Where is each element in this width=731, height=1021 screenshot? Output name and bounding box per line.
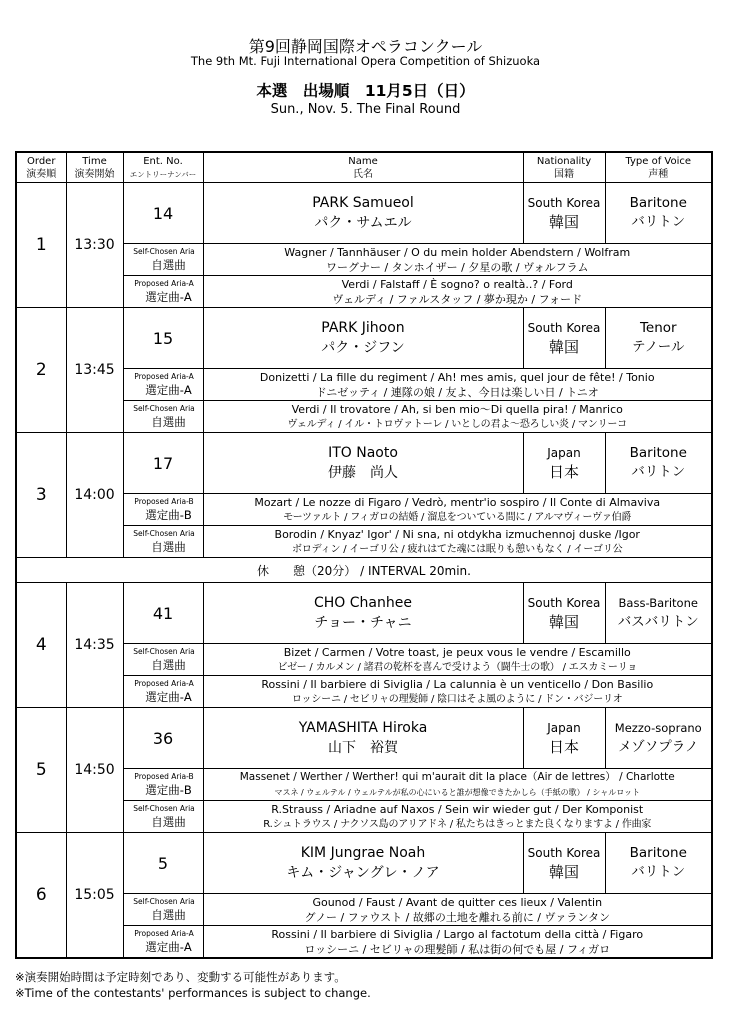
aria-detail: Verdi / Falstaff / È sogno? o realtà..? / Ford ヴェルディ / ファルスタッフ / 夢か現か / フォード (203, 276, 712, 308)
aria-detail: Bizet / Carmen / Votre toast, je peux vous le vendre / Escamillo ビゼー / カルメン / 諸君の乾杯を喜んで受けよう（闘牛士の歌） / エスカミーリョ (203, 644, 712, 676)
entry-number: 5 (123, 833, 203, 894)
voice-type: Mezzo-soprano メゾソプラノ (605, 708, 712, 769)
aria-category: Proposed Aria-A 選定曲-A (123, 926, 203, 959)
col-time: Time 演奏開始 (66, 152, 123, 183)
voice-type: Baritone バリトン (605, 433, 712, 494)
order-cell: 6 (16, 833, 66, 959)
voice-type: Baritone バリトン (605, 833, 712, 894)
order-cell: 4 (16, 583, 66, 708)
title-jp: 第9回静岡国際オペラコンクール (248, 37, 483, 56)
voice-type: Bass-Baritone バスバリトン (605, 583, 712, 644)
aria-detail: Verdi / Il trovatore / Ah, si ben mio～Di quella pira! / Manrico ヴェルディ / イル・トロヴァトーレ / いとしの君よ～恐ろしい炎 / マンリーコ (203, 401, 712, 433)
contestant-name: PARK Samueol パク・サムエル (203, 183, 523, 244)
interval-label: 休 憩（20分） / INTERVAL 20min. (16, 558, 712, 583)
aria-category: Self-Chosen Aria 自選曲 (123, 894, 203, 926)
voice-type: Baritone バリトン (605, 183, 712, 244)
time-cell: 14:00 (66, 433, 123, 558)
aria-detail: Wagner / Tannhäuser / O du mein holder Abendstern / Wolfram ワーグナー / タンホイザー / 夕星の歌 / ヴォルフラム (203, 244, 712, 276)
title-en: The 9th Mt. Fuji International Opera Competition of Shizuoka (190, 54, 541, 68)
interval-row (16, 558, 712, 583)
order-cell: 5 (16, 708, 66, 833)
aria-category: Proposed Aria-A 選定曲-A (123, 369, 203, 401)
table-row (16, 583, 712, 644)
order-cell: 3 (16, 433, 66, 558)
entry-number: 41 (123, 583, 203, 644)
aria-detail: Rossini / Il barbiere di Siviglia / La calunnia è un venticello / Don Basilio ロッシーニ / セビリャの理髪師 / 陰口はそよ風のように / ドン・バジーリオ (203, 676, 712, 708)
time-cell: 14:35 (66, 583, 123, 708)
time-cell: 14:50 (66, 708, 123, 833)
aria-category: Self-Chosen Aria 自選曲 (123, 401, 203, 433)
contestant-name: YAMASHITA Hiroka 山下 裕賀 (203, 708, 523, 769)
time-cell: 13:45 (66, 308, 123, 433)
col-entry: Ent. No. エントリーナンバー (123, 152, 203, 183)
entry-number: 15 (123, 308, 203, 369)
order-cell: 1 (16, 183, 66, 308)
col-name: Name 氏名 (203, 152, 523, 183)
aria-category: Self-Chosen Aria 自選曲 (123, 526, 203, 558)
footnote-en: ※Time of the contestants' performances is subject to change. (15, 986, 371, 1000)
aria-category: Self-Chosen Aria 自選曲 (123, 801, 203, 833)
aria-category: Self-Chosen Aria 自選曲 (123, 644, 203, 676)
aria-detail: Donizetti / La fille du regiment / Ah! mes amis, quel jour de fête! / Tonio ドニゼッティ / 連隊の娘 / 友よ、今日は楽しい日 / トニオ (203, 369, 712, 401)
col-voice: Type of Voice 声種 (605, 152, 712, 183)
table-row (16, 183, 712, 244)
aria-category: Proposed Aria-B 選定曲-B (123, 769, 203, 801)
aria-category: Proposed Aria-A 選定曲-A (123, 676, 203, 708)
time-cell: 13:30 (66, 183, 123, 308)
nationality: Japan 日本 (523, 708, 605, 769)
aria-category: Proposed Aria-A 選定曲-A (123, 276, 203, 308)
aria-detail: Massenet / Werther / Werther! qui m'aurait dit la place（Air de lettres） / Charlotte マスネ / ウェルテル / ウェルテルが私の心にいると誰が想像できたかしら（手紙の歌） / シャルロット (203, 769, 712, 801)
round-jp: 本選 出場順 11月5日（日） (256, 82, 475, 100)
nationality: South Korea 韓国 (523, 183, 605, 244)
nationality: South Korea 韓国 (523, 583, 605, 644)
footnote-jp: ※演奏開始時間は予定時刻であり、変動する可能性があります。 (15, 970, 346, 984)
schedule-table (15, 151, 713, 959)
aria-detail: R.Strauss / Ariadne auf Naxos / Sein wir wieder gut / Der Komponist R.シュトラウス / ナクソス島のアリアドネ / 私たちはきっとまた良くなりますよ / 作曲家 (203, 801, 712, 833)
table-row (16, 708, 712, 769)
entry-number: 14 (123, 183, 203, 244)
order-cell: 2 (16, 308, 66, 433)
entry-number: 17 (123, 433, 203, 494)
table-row (16, 833, 712, 894)
col-order: Order 演奏順 (16, 152, 66, 183)
col-nationality: Nationality 国籍 (523, 152, 605, 183)
aria-category: Proposed Aria-B 選定曲-B (123, 494, 203, 526)
contestant-name: ITO Naoto 伊藤 尚人 (203, 433, 523, 494)
aria-detail: Mozart / Le nozze di Figaro / Vedrò, mentr'io sospiro / Il Conte di Almaviva モーツァルト / フィガロの結婚 / 溜息をついている間に / アルマヴィーヴァ伯爵 (203, 494, 712, 526)
time-cell: 15:05 (66, 833, 123, 959)
aria-detail: Gounod / Faust / Avant de quitter ces lieux / Valentin グノー / ファウスト / 故郷の土地を離れる前に / ヴァランタン (203, 894, 712, 926)
round-en: Sun., Nov. 5. The Final Round (270, 102, 461, 117)
contestant-name: CHO Chanhee チョー・チャニ (203, 583, 523, 644)
table-row (16, 308, 712, 369)
aria-detail: Borodin / Knyaz' Igor' / Ni sna, ni otdykha izmuchennoj duske /Igor ボロディン / イーゴリ公 / 疲れはてた魂には眠りも憩いもなく / イーゴリ公 (203, 526, 712, 558)
contestant-name: PARK Jihoon パク・ジフン (203, 308, 523, 369)
nationality: South Korea 韓国 (523, 833, 605, 894)
table-row (16, 433, 712, 494)
nationality: South Korea 韓国 (523, 308, 605, 369)
aria-category: Self-Chosen Aria 自選曲 (123, 244, 203, 276)
voice-type: Tenor テノール (605, 308, 712, 369)
contestant-name: KIM Jungrae Noah キム・ジャングレ・ノア (203, 833, 523, 894)
nationality: Japan 日本 (523, 433, 605, 494)
aria-detail: Rossini / Il barbiere di Siviglia / Largo al factotum della città / Figaro ロッシーニ / セビリャの理髪師 / 私は街の何でも屋 / フィガロ (203, 926, 712, 959)
entry-number: 36 (123, 708, 203, 769)
